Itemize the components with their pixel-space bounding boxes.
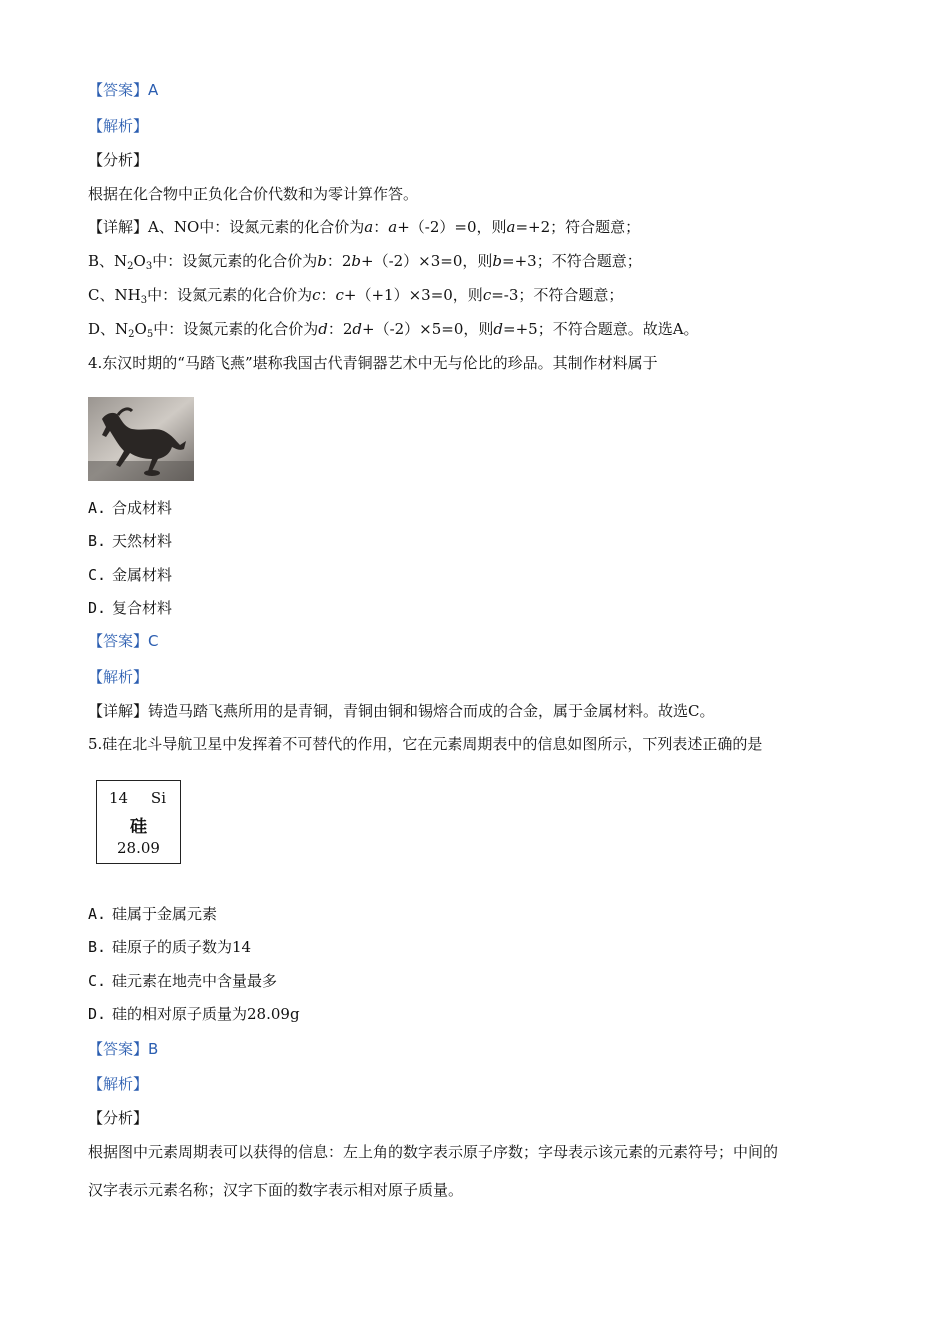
fenxi-tag: 【分析】 (88, 151, 149, 169)
var: d (318, 320, 328, 338)
var: c (482, 286, 492, 304)
q3-detail-line-d (88, 318, 699, 340)
text: +（-2）=0，则 (397, 218, 507, 236)
answer-tag: 【答案】 (88, 1040, 149, 1058)
q4-answer-line (88, 630, 159, 652)
option-text: 合成材料 (112, 499, 173, 517)
option-letter: A. (88, 499, 107, 517)
text: =+5；不符合题意。故选A。 (503, 320, 699, 338)
var: a (388, 218, 398, 236)
text: 中：设氮元素的化合价为 (153, 320, 319, 338)
q5-fenxi-line-1: 根据图中元素周期表可以获得的信息：左上角的数字表示原子序数；字母表示该元素的元素符号；中间的 (88, 1143, 779, 1161)
answer-tag: 【答案】 (88, 632, 149, 650)
var: c (335, 286, 344, 304)
text: O (134, 320, 147, 338)
bronze-horse-photo (88, 397, 194, 481)
q4-question: 4.东汉时期的“马踏飞燕”堪称我国古代青铜器艺术中无与伦比的珍品。其制作材料属于 (88, 354, 658, 372)
option-text: 硅原子的质子数为14 (112, 938, 252, 956)
text: ：2 (327, 320, 353, 338)
answer-value: B (148, 1040, 159, 1058)
q5-option-a[interactable] (88, 903, 217, 925)
text: ： (320, 286, 336, 304)
option-letter: B. (88, 532, 107, 550)
subscript: 3 (145, 261, 153, 272)
q5-fenxi-line-2: 汉字表示元素名称；汉字下面的数字表示相对原子质量。 (88, 1181, 464, 1199)
answer-tag: 【答案】 (88, 81, 149, 99)
text: D、N (88, 320, 129, 338)
q3-fenxi-tag (88, 149, 148, 171)
q5-analysis-tag (88, 1073, 148, 1095)
element-symbol: Si (150, 789, 166, 807)
atomic-mass: 28.09 (117, 839, 160, 857)
option-text: 硅的相对原子质量为28.09g (112, 1005, 300, 1023)
subscript: 5 (146, 329, 154, 340)
q3-detail-line-a (88, 216, 640, 238)
text: C、NH (88, 286, 141, 304)
var: c (312, 286, 321, 304)
q5-answer-line (88, 1038, 158, 1060)
option-letter: C. (88, 566, 107, 584)
q4-analysis-tag (88, 666, 148, 688)
var: b (317, 252, 327, 270)
q4-option-d[interactable] (88, 597, 172, 619)
text: ：2 (326, 252, 352, 270)
atomic-number: 14 (109, 789, 129, 807)
q4-option-a[interactable] (88, 497, 172, 519)
option-letter: D. (88, 1005, 107, 1023)
text: =-3；不符合题意； (491, 286, 624, 304)
analysis-tag: 【解析】 (88, 668, 149, 686)
var: a (506, 218, 516, 236)
q4-detail-line (88, 700, 715, 722)
q3-analysis-tag (88, 115, 148, 137)
answer-value: C (148, 632, 159, 650)
detail-tag: 【详解】 (88, 702, 149, 720)
option-text: 硅属于金属元素 (112, 905, 218, 923)
text: ： (373, 218, 389, 236)
text: =+3；不符合题意； (502, 252, 642, 270)
q5-fenxi-tag (88, 1107, 148, 1129)
option-text: 复合材料 (112, 599, 173, 617)
text: A、NO中：设氮元素的化合价为 (148, 218, 365, 236)
option-letter: B. (88, 938, 107, 956)
q3-fenxi-text: 根据在化合物中正负化合价代数和为零计算作答。 (88, 185, 419, 203)
text: 中：设氮元素的化合价为 (147, 286, 313, 304)
option-letter: D. (88, 599, 107, 617)
text: +（-2）×3=0，则 (361, 252, 493, 270)
analysis-tag: 【解析】 (88, 1075, 149, 1093)
text: +（-2）×5=0，则 (362, 320, 494, 338)
q5-option-b[interactable] (88, 936, 251, 958)
text: O (133, 252, 146, 270)
option-text: 天然材料 (112, 532, 173, 550)
text: B、N (88, 252, 128, 270)
subscript: 2 (127, 261, 134, 272)
analysis-tag: 【解析】 (88, 117, 149, 135)
answer-value: A (148, 81, 159, 99)
q3-detail-line-b (88, 250, 642, 272)
q5-question: 5.硅在北斗导航卫星中发挥着不可替代的作用，它在元素周期表中的信息如图所示，下列表述正确的是 (88, 735, 763, 753)
detail-tag: 【详解】 (88, 218, 149, 236)
text: 中：设氮元素的化合价为 (152, 252, 318, 270)
subscript: 2 (128, 329, 135, 340)
var: d (352, 320, 362, 338)
text: =+2；符合题意； (515, 218, 641, 236)
q4-option-b[interactable] (88, 530, 172, 552)
option-letter: C. (88, 972, 107, 990)
var: d (493, 320, 504, 338)
subscript: 3 (140, 295, 148, 306)
option-text: 金属材料 (112, 566, 173, 584)
fenxi-tag: 【分析】 (88, 1109, 149, 1127)
q5-option-d[interactable] (88, 1003, 300, 1025)
q3-answer-line (88, 79, 158, 101)
periodic-element-card (96, 780, 181, 864)
q3-detail-line-c (88, 284, 623, 306)
element-name: 硅 (130, 817, 147, 837)
option-text: 硅元素在地壳中含量最多 (112, 972, 278, 990)
q5-option-c[interactable] (88, 970, 277, 992)
var: a (364, 218, 374, 236)
option-letter: A. (88, 905, 107, 923)
var: b (351, 252, 361, 270)
detail-text: 铸造马踏飞燕所用的是青铜，青铜由铜和锡熔合而成的合金，属于金属材料。故选C。 (148, 702, 715, 720)
text: +（+1）×3=0，则 (343, 286, 483, 304)
var: b (492, 252, 503, 270)
q4-option-c[interactable] (88, 564, 172, 586)
